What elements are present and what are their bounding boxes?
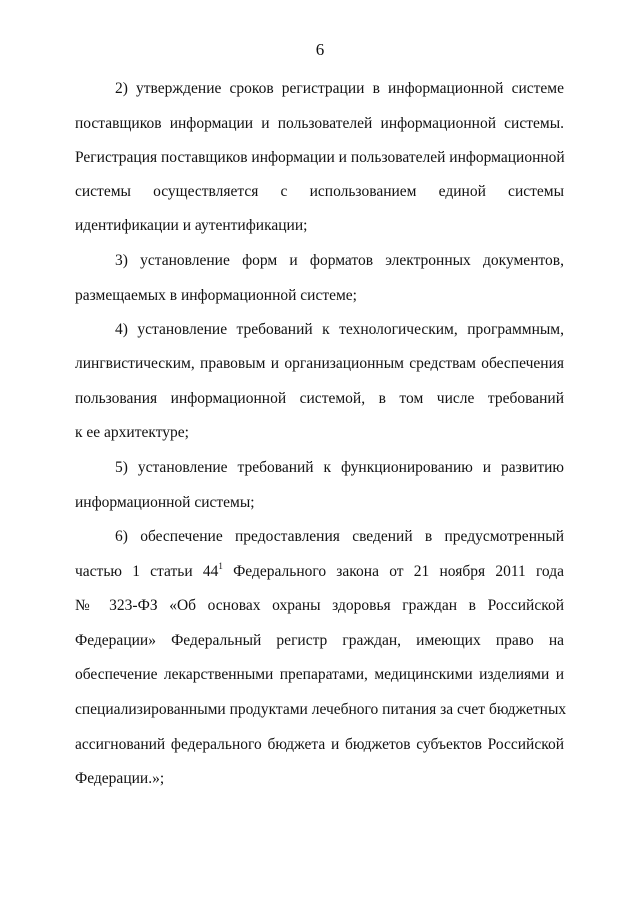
text-line [75,563,564,581]
text-line: ассигнований федерального бюджета и бюджетов субъектов Российской [75,736,564,753]
page-number: 6 [315,40,325,59]
text-line: 4) установление требований к технологическим, программным, [115,321,564,338]
text-line: пользования информационной системой, в том числе требований [75,390,564,407]
text-line: информационной системы; [75,494,255,511]
text-line: идентификации и аутентификации; [75,217,308,234]
text-line: поставщиков информации и пользователей информационной системы. [75,115,564,132]
text-line: лингвистическим, правовым и организационным средствам обеспечения [75,355,564,372]
text-line: к ее архитектуре; [75,424,189,441]
text-line: Регистрация поставщиков информации и пользователей информационной [75,149,565,166]
law-title-start: Федерального закона от 21 ноября 2011 года [233,563,564,580]
text-line: 2) утверждение сроков регистрации в информационной системе [115,80,564,97]
text-line: размещаемых в информационной системе; [75,287,357,304]
text-line: № 323-ФЗ «Об основах охраны здоровья граждан в Российской [75,597,564,614]
footnote-superscript: 1 [218,561,223,571]
text-line: Федерации» Федеральный регистр граждан, имеющих право на [75,632,564,649]
text-line: 3) установление форм и форматов электронных документов, [115,252,564,269]
text-line: обеспечение лекарственными препаратами, медицинскими изделиями и [75,666,564,683]
statute-reference: частью 1 статьи $44^1$ [75,561,223,580]
text-line: системы осуществляется с использованием единой системы [75,183,564,200]
text-line: 6) обеспечение предоставления сведений в предусмотренный [115,528,564,545]
text-line: 5) установление требований к функционированию и развитию [115,459,564,476]
text-line: специализированными продуктами лечебного питания за счет бюджетных [75,701,567,718]
text-line: Федерации.»; [75,770,165,787]
